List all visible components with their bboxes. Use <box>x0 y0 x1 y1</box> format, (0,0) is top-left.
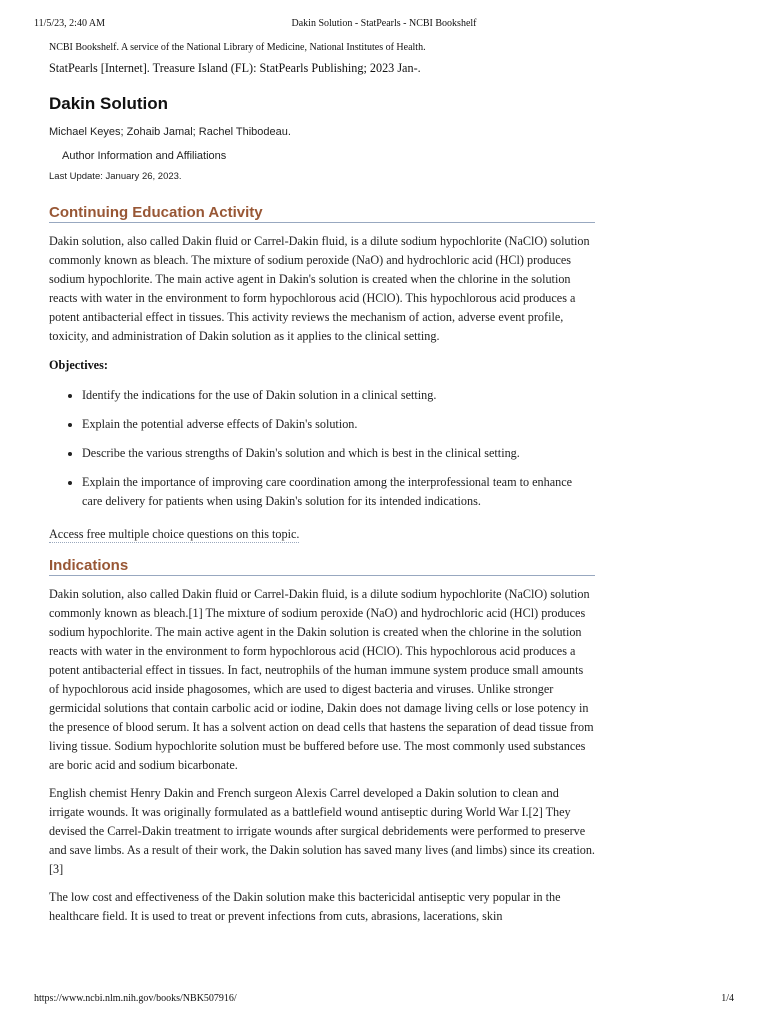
article-content <box>49 42 595 935</box>
objectives-label: Objectives: <box>49 358 108 372</box>
page-title: Dakin Solution <box>49 94 168 113</box>
objective-item: • Explain the importance of improving care coordination among the interprofessional team to enhance care delivery for patients when using Dakin's solution for its intended indications. <box>82 473 595 511</box>
last-update: Last Update: January 26, 2023. <box>49 171 182 182</box>
objective-item: • Describe the various strengths of Dakin's solution and which is best in the clinical setting. <box>82 444 595 463</box>
print-footer <box>34 993 734 1007</box>
author-list: Michael Keyes; Zohaib Jamal; Rachel Thibodeau. <box>49 126 291 138</box>
print-page-number: 1/4 <box>721 993 734 1004</box>
indications-paragraph: The low cost and effectiveness of the Dakin solution make this bactericidal antiseptic very popular in the healthcare field. It is used to treat or prevent infections from cuts, abrasions, lacerations, skin <box>49 890 561 923</box>
print-page-title: Dakin Solution - StatPearls - NCBI Bookshelf <box>291 18 477 29</box>
section-heading-indications: Indications <box>49 557 595 576</box>
ncbi-bookshelf-notice: NCBI Bookshelf. A service of the National Library of Medicine, National Institutes of Health. <box>49 42 426 53</box>
mcq-access-link[interactable]: Access free multiple choice questions on this topic. <box>49 527 300 541</box>
statpearls-citation: StatPearls [Internet]. Treasure Island (FL): StatPearls Publishing; 2023 Jan-. <box>49 61 421 75</box>
print-url: https://www.ncbi.nlm.nih.gov/books/NBK507916/ <box>34 993 237 1004</box>
print-datetime: 11/5/23, 2:40 AM <box>34 18 106 29</box>
ce-activity-paragraph: Dakin solution, also called Dakin fluid or Carrel-Dakin fluid, is a dilute sodium hypochlorite (NaClO) solution commonly known as bleach. The mixture of sodium peroxide (NaO) and hydrochloric acid (HCl) produces sodium hypochlorite. The main active agent in Dakin's solution is created when the chlorine in the solution reacts with water in the environment to form hypochlorous acid (HClO). This hypochlorous acid produces a potent antibacterial effect in tissues. This activity reviews the mechanism of action, adverse event profile, toxicity, and administration of Dakin solution as it applies to the clinical setting. <box>49 234 590 343</box>
section-heading-ce-activity: Continuing Education Activity <box>49 204 595 223</box>
indications-paragraph: Dakin solution, also called Dakin fluid or Carrel-Dakin fluid, is a dilute sodium hypochlorite (NaClO) solution commonly known as bleach.[1] The mixture of sodium peroxide (NaO) and hydrochloric acid (HCl) produces sodium hypochlorite. The main active agent in the Dakin solution is created when the chlorine in the solution reacts with water in the environment to form hypochlorous acid (HClO). This hypochlorous acid produces a potent antibacterial effect in tissues. In fact, neutrophils of the human immune system produce small amounts of hypochlorous acid inside phagosomes, which are used to digest bacteria and viruses. Unlike stronger germicidal solutions that contain carbolic acid or iodine, Dakin does not damage living cells or lose potency in the presence of blood serum. It has a solvent action on dead cells that hastens the separation of dead tissue from living tissue. Sodium hypochlorite solution must be buffered before use. The most commonly used substances are boric acid and sodium bicarbonate. <box>49 587 594 772</box>
author-affiliations-link[interactable]: Author Information and Affiliations <box>62 150 227 162</box>
objective-item: • Identify the indications for the use of Dakin solution in a clinical setting. <box>82 386 595 405</box>
print-header <box>34 18 734 32</box>
objectives-list <box>49 386 595 511</box>
indications-paragraph: English chemist Henry Dakin and French surgeon Alexis Carrel developed a Dakin solution to clean and irrigate wounds. It was originally formulated as a battlefield wound antiseptic during World War I.[2] They devised the Carrel-Dakin treatment to irrigate wounds after surgical debridements were performed to preserve and save limbs. As a result of their work, the Dakin solution has saved many lives (and limbs) since its creation.[3] <box>49 786 595 876</box>
objective-item: • Explain the potential adverse effects of Dakin's solution. <box>82 415 595 434</box>
